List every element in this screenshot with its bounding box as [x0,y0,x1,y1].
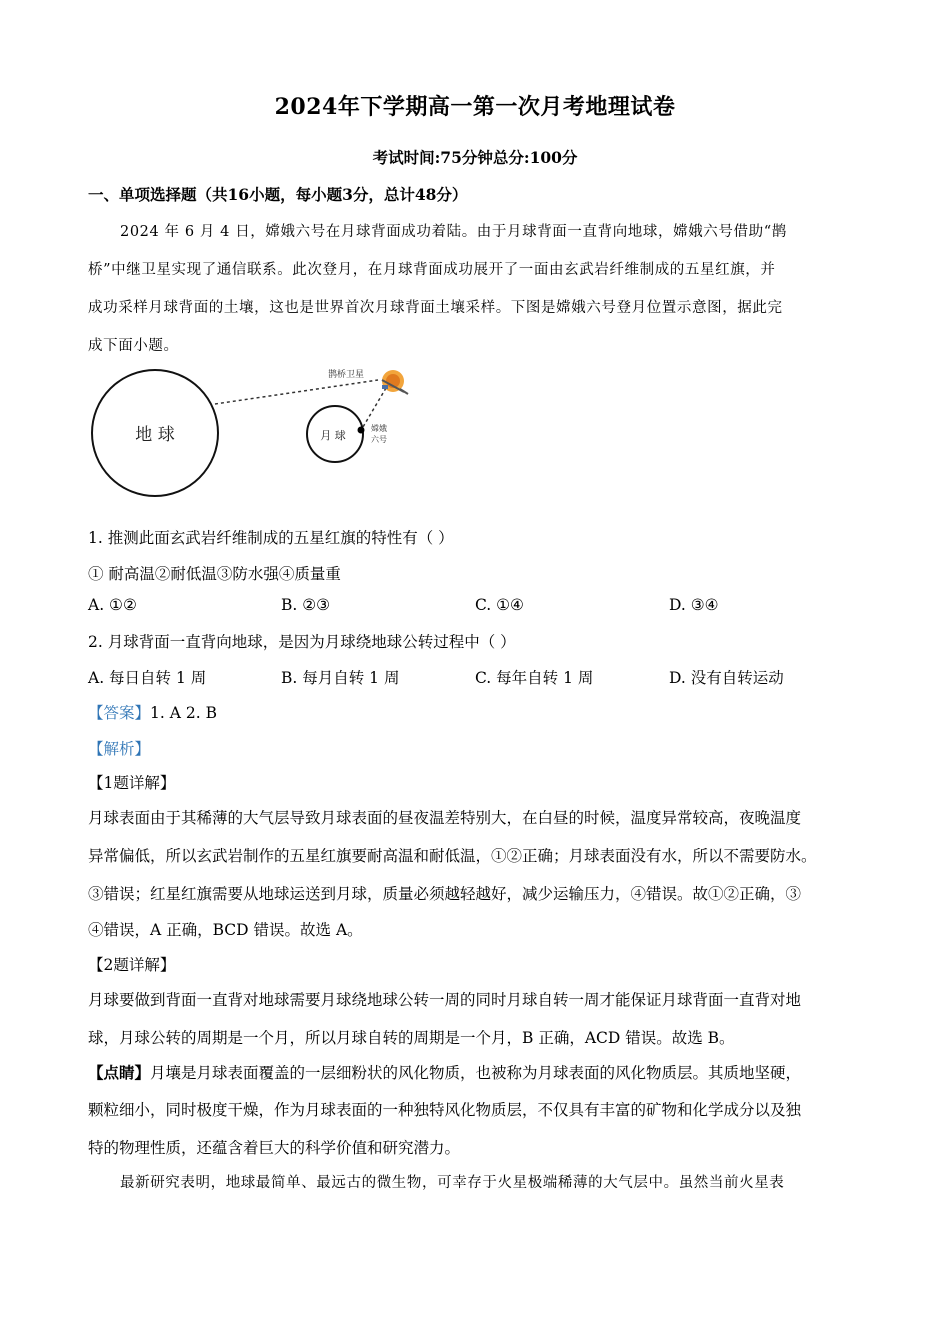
question-1-option-c: C. ①④ [475,596,524,614]
tip-line-2: 颗粒细小，同时极度干燥，作为月球表面的一种独特风化物质层，不仅具有丰富的矿物和化学成分以及独 [88,1101,802,1119]
lander-label-line1: 嫦娥 [371,424,387,433]
q1-detail-line-2: 异常偏低，所以玄武岩制作的五星红旗要耐高温和耐低温，①②正确；月球表面没有水，所以不需要防水。 [88,847,817,865]
lander-dot [358,427,365,434]
tip-label: 【点睛】 [88,1063,151,1082]
passage1-line-4: 成下面小题。 [88,338,179,354]
question-1-option-d: D. ③④ [669,596,719,614]
satellite-icon [382,370,408,394]
passage1-line-1: 2024 年 6 月 4 日，嫦娥六号在月球背面成功着陆。由于月球背面一直背向地球，嫦娥六号借助“鹊 [120,224,787,240]
passage1-line-3: 成功采样月球背面的土壤，这也是世界首次月球背面土壤采样。下图是嫦娥六号登月位置示意图，据此完 [88,300,783,316]
passage2-line-1: 最新研究表明，地球最简单、最远古的微生物，可幸存于火星极端稀薄的大气层中。虽然当前火星表 [120,1175,785,1191]
answer-label: 【答案】 [88,704,151,722]
answer-row [88,701,217,723]
earth-satellite-link [215,380,378,404]
question-2-option-d: D. 没有自转运动 [669,669,784,687]
question-1-statements: ① 耐高温②耐低温③防水强④质量重 [88,565,341,583]
question-2-stem: 2. 月球背面一直背向地球，是因为月球绕地球公转过程中（ ） [88,633,516,651]
earth-label: 地 球 [135,425,175,445]
satellite-lander-link [363,388,386,427]
q2-detail-heading: 【2题详解】 [88,956,176,974]
satellite-label: 鹊桥卫星 [328,370,365,380]
section-heading: 一、单项选择题（共16小题，每小题3分，总计48分） [88,185,468,204]
page-title: 2024年下学期高一第一次月考地理试卷 [274,94,676,120]
question-2-option-c: C. 每年自转 1 周 [475,669,594,687]
question-1-option-a: A. ①② [88,596,137,614]
moon-label: 月 球 [320,429,346,442]
question-1-option-b: B. ②③ [281,596,331,614]
q2-detail-line-2: 球，月球公转的周期是一个月，所以月球自转的周期是一个月，B 正确，ACD 错误。故选 B。 [88,1029,735,1047]
q1-detail-line-3: ③错误；红星红旗需要从地球运送到月球，质量必须越轻越好，减少运输压力，④错误。故①②正确，③ [88,885,802,903]
tip-row [88,1061,801,1083]
tip-line-3: 特的物理性质，还蕴含着巨大的科学价值和研究潜力。 [88,1139,461,1157]
q1-detail-line-1: 月球表面由于其稀薄的大气层导致月球表面的昼夜温差特别大，在白昼的时候，温度异常较高，夜晚温度 [88,809,802,827]
exam-time-info: 考试时间:75分钟总分:100分 [372,148,578,167]
tip-line-1: 月壤是月球表面覆盖的一层细粉状的风化物质，也被称为月球表面的风化物质层。其质地坚硬， [150,1064,802,1082]
answer-text: 1. A 2. B [150,704,217,722]
lander-label-line2: 六号 [371,435,387,444]
analysis-label: 【解析】 [88,740,151,758]
question-2-option-a: A. 每日自转 1 周 [88,669,207,687]
question-2-option-b: B. 每月自转 1 周 [281,669,400,687]
moon-landing-diagram [88,363,428,503]
passage1-line-2: 桥”中继卫星实现了通信联系。此次登月，在月球背面成功展开了一面由玄武岩纤维制成的五星红旗，并 [88,262,776,278]
q1-detail-line-4: ④错误，A 正确，BCD 错误。故选 A。 [88,921,363,939]
q1-detail-heading: 【1题详解】 [88,774,176,792]
q2-detail-line-1: 月球要做到背面一直背对地球需要月球绕地球公转一周的同时月球自转一周才能保证月球背面一直背对地 [88,991,802,1009]
question-1-stem: 1. 推测此面玄武岩纤维制成的五星红旗的特性有（ ） [88,529,454,547]
